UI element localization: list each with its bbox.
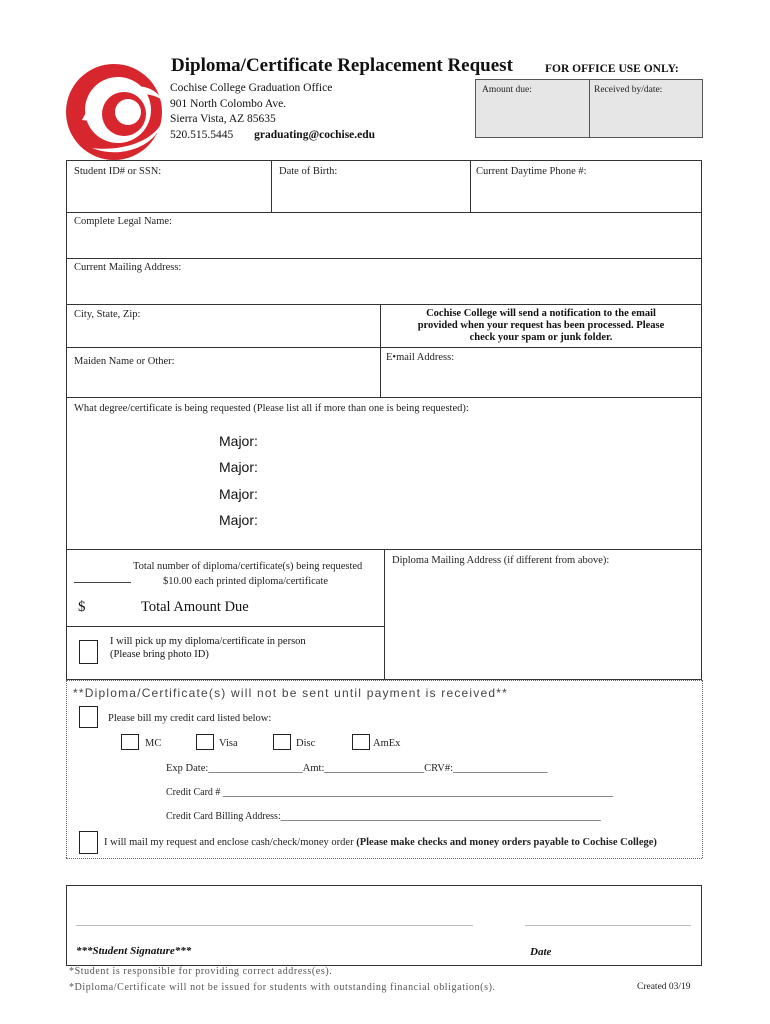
major-field[interactable]: Major: <box>219 433 258 449</box>
email-link[interactable]: graduating@cochise.edu <box>254 128 376 141</box>
maiden-name-field[interactable]: Maiden Name or Other: <box>74 356 175 367</box>
student-signature-label: ***Student Signature*** <box>76 945 192 957</box>
email-notice <box>384 308 698 344</box>
daytime-phone-field[interactable]: Current Daytime Phone #: <box>476 166 587 177</box>
date-line[interactable] <box>525 925 691 926</box>
mailing-address-field[interactable]: Current Mailing Address: <box>74 262 182 273</box>
card-type-amex-checkbox[interactable] <box>352 734 370 750</box>
major-field[interactable]: Major: <box>219 486 258 502</box>
office-received-box <box>589 79 703 138</box>
page-title: Diploma/Certificate Replacement Request <box>171 55 513 76</box>
address-line: Sierra Vista, AZ 85635 <box>170 113 276 125</box>
price-each-label: $10.00 each printed diploma/certificate <box>163 576 329 587</box>
credit-card-number-field[interactable]: Credit Card # ______________________________________________________________________________ <box>166 787 613 798</box>
email-address-field[interactable]: E•mail Address: <box>386 352 455 363</box>
office-amount-label: Amount due: <box>482 85 532 95</box>
signature-line[interactable] <box>76 925 473 926</box>
office-address <box>170 81 375 143</box>
card-type-amex-label: AmEx <box>373 738 401 749</box>
card-type-disc-label: Disc <box>296 738 316 749</box>
notice-line: Cochise College will send a notification to the email <box>426 308 656 319</box>
contact-line <box>170 128 375 144</box>
date-label: Date <box>530 946 552 958</box>
major-field[interactable]: Major: <box>219 512 258 528</box>
bill-card-label: Please bill my credit card listed below: <box>108 713 272 724</box>
bill-card-checkbox[interactable] <box>79 706 98 728</box>
card-type-mc-label: MC <box>145 738 162 749</box>
notice-line: provided when your request has been processed. Please <box>417 320 665 331</box>
office-received-label: Received by/date: <box>594 85 663 95</box>
cochise-logo <box>62 60 166 164</box>
pickup-checkbox[interactable] <box>79 640 98 664</box>
address-line: Cochise College Graduation Office <box>170 82 333 94</box>
card-type-mc-checkbox[interactable] <box>121 734 139 750</box>
card-type-visa-checkbox[interactable] <box>196 734 214 750</box>
total-number-label: Total number of diploma/certificate(s) being requested <box>133 561 363 572</box>
payment-warning: **Diploma/Certificate(s) will not be sent until payment is received** <box>73 686 508 700</box>
mail-request-checkbox[interactable] <box>79 831 98 854</box>
city-state-zip-field[interactable]: City, State, Zip: <box>74 309 141 320</box>
notice-line: check your spam or junk folder. <box>469 332 613 343</box>
pickup-label <box>110 635 306 661</box>
mail-request-bold-text: (Please make checks and money orders payable to Cochise College) <box>356 837 657 848</box>
dollar-sign: $ <box>78 599 86 615</box>
footer-note: *Student is responsible for providing correct address(es). <box>69 966 333 977</box>
pickup-line: I will pick up my diploma/certificate in person <box>110 636 306 647</box>
office-use-heading: FOR OFFICE USE ONLY: <box>545 63 679 75</box>
billing-address-field[interactable]: Credit Card Billing Address:________________________________________________________________ <box>166 811 601 822</box>
degree-request-label: What degree/certificate is being requested (Please list all if more than one is being requested): <box>74 403 469 414</box>
date-of-birth-field[interactable]: Date of Birth: <box>279 166 338 177</box>
card-type-visa-label: Visa <box>219 738 238 749</box>
footer-note: *Diploma/Certificate will not be issued for students with outstanding financial obligation(s). <box>69 982 496 993</box>
created-date: Created 03/19 <box>637 982 691 992</box>
student-id-field[interactable]: Student ID# or SSN: <box>74 166 162 177</box>
address-line: 901 North Colombo Ave. <box>170 97 287 110</box>
diploma-mailing-address-field[interactable]: Diploma Mailing Address (if different from above): <box>392 555 610 566</box>
pickup-line: (Please bring photo ID) <box>110 649 209 660</box>
mail-request-label <box>104 837 657 848</box>
card-type-disc-checkbox[interactable] <box>273 734 291 750</box>
phone-number: 520.515.5445 <box>170 128 234 141</box>
exp-date-amt-crv-fields[interactable]: Exp Date:__________________Amt:___________________CRV#:__________________ <box>166 763 548 774</box>
legal-name-field[interactable]: Complete Legal Name: <box>74 216 172 227</box>
major-field[interactable]: Major: <box>219 459 258 475</box>
mail-request-text: I will mail my request and enclose cash/check/money order <box>104 837 354 848</box>
office-amount-box <box>475 79 590 138</box>
quantity-blank[interactable] <box>74 582 131 583</box>
total-amount-label: Total Amount Due <box>141 599 249 615</box>
